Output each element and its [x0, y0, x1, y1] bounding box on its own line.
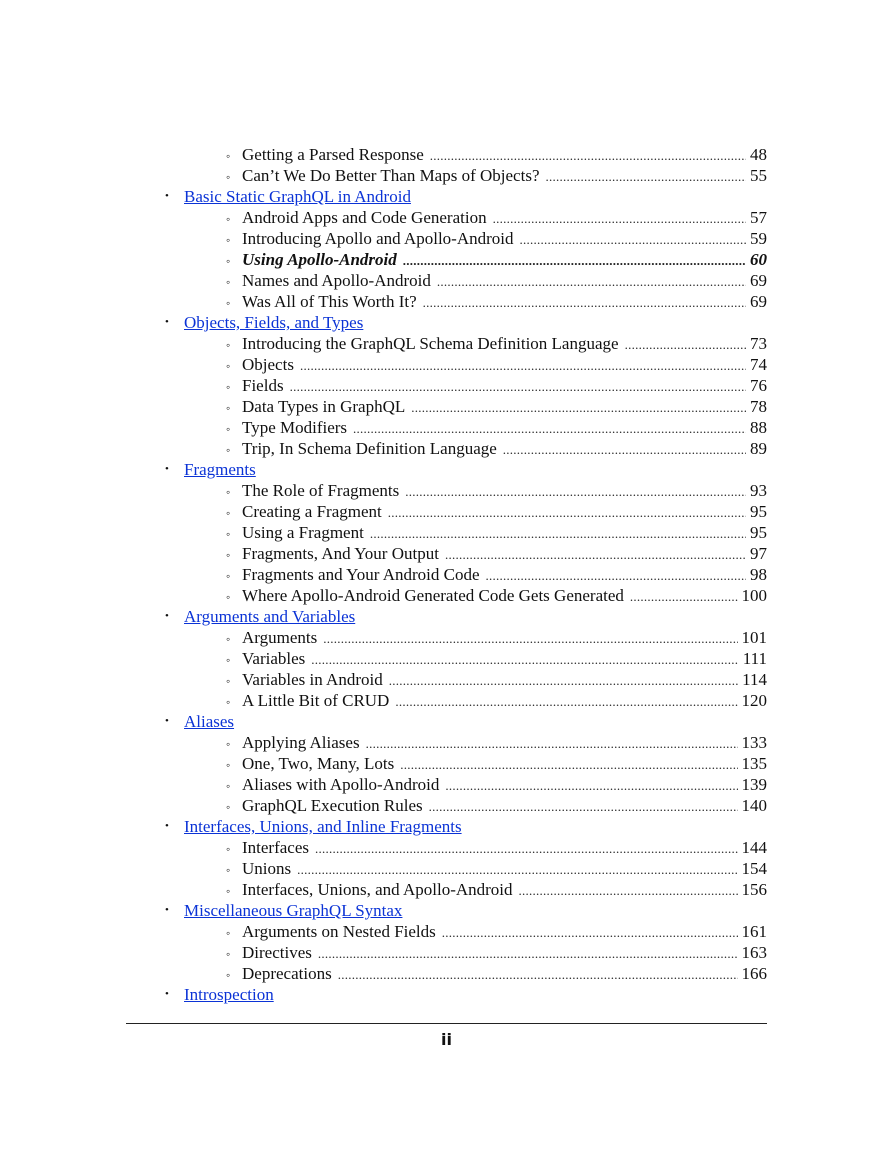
- circle-bullet-icon: ◦: [226, 527, 231, 541]
- section-page-number: 161: [741, 922, 767, 941]
- section-title[interactable]: Names and Apollo-Android: [242, 271, 431, 290]
- toc-section-row: [0, 753, 893, 774]
- dot-leader: [297, 859, 737, 880]
- circle-bullet-icon: ◦: [226, 275, 231, 289]
- dot-leader: [493, 208, 746, 229]
- section-title[interactable]: Using Apollo-Android: [242, 250, 397, 269]
- bullet-icon: •: [165, 316, 169, 328]
- section-title[interactable]: Aliases with Apollo-Android: [242, 775, 440, 794]
- section-title[interactable]: Using a Fragment: [242, 523, 364, 542]
- section-page-number: 139: [741, 775, 767, 794]
- section-title[interactable]: Applying Aliases: [242, 733, 360, 752]
- dot-leader: [405, 481, 746, 502]
- toc-section-row: [0, 963, 893, 984]
- section-page-number: 135: [741, 754, 767, 773]
- circle-bullet-icon: ◦: [226, 338, 231, 352]
- circle-bullet-icon: ◦: [226, 800, 231, 814]
- toc-chapter-row: [0, 711, 893, 732]
- circle-bullet-icon: ◦: [226, 569, 231, 583]
- circle-bullet-icon: ◦: [226, 968, 231, 982]
- bullet-icon: •: [165, 715, 169, 727]
- dot-leader: [353, 418, 746, 439]
- circle-bullet-icon: ◦: [226, 632, 231, 646]
- toc-section[interactable]: [226, 501, 767, 524]
- chapter-link[interactable]: Fragments: [184, 460, 256, 479]
- section-page-number: 101: [741, 628, 767, 647]
- toc-section[interactable]: [226, 774, 767, 797]
- section-page-number: 133: [741, 733, 767, 752]
- dot-leader: [389, 670, 738, 691]
- section-title[interactable]: Unions: [242, 859, 292, 878]
- toc-section-row: [0, 669, 893, 690]
- circle-bullet-icon: ◦: [226, 296, 231, 310]
- toc-section[interactable]: [226, 648, 767, 671]
- section-title[interactable]: Variables: [242, 649, 306, 668]
- toc-section-row: [0, 837, 893, 858]
- toc-section-row: [0, 396, 893, 417]
- toc-section-row: [0, 144, 893, 165]
- circle-bullet-icon: ◦: [226, 149, 231, 163]
- section-title[interactable]: Introducing Apollo and Apollo-Android: [242, 229, 514, 248]
- section-page-number: 111: [742, 649, 767, 668]
- bullet-icon: •: [165, 610, 169, 622]
- dot-leader: [395, 691, 737, 712]
- toc-section-row: [0, 165, 893, 186]
- dot-leader: [445, 544, 746, 565]
- section-title[interactable]: Getting a Parsed Response: [242, 145, 424, 164]
- toc-section[interactable]: [226, 963, 767, 986]
- dot-leader: [445, 775, 737, 796]
- dot-leader: [519, 880, 738, 901]
- toc-section[interactable]: [226, 270, 767, 293]
- toc-section-row: [0, 354, 893, 375]
- toc-section-row: [0, 438, 893, 459]
- dot-leader: [423, 292, 746, 313]
- section-title[interactable]: Fragments, And Your Output: [242, 544, 439, 563]
- bullet-icon: •: [165, 820, 169, 832]
- section-page-number: 55: [750, 166, 767, 185]
- section-page-number: 97: [750, 544, 767, 563]
- toc-section-row: [0, 648, 893, 669]
- toc-section-row: [0, 732, 893, 753]
- toc-section[interactable]: [226, 879, 767, 902]
- section-page-number: 76: [750, 376, 767, 395]
- toc-chapter-row: [0, 459, 893, 480]
- section-title[interactable]: Fragments and Your Android Code: [242, 565, 480, 584]
- toc-section[interactable]: [226, 585, 767, 608]
- dot-leader: [503, 439, 746, 460]
- bullet-icon: •: [165, 190, 169, 202]
- dot-leader: [430, 145, 746, 166]
- toc-section-row: [0, 585, 893, 606]
- dot-leader: [311, 649, 738, 670]
- section-page-number: 60: [750, 250, 767, 269]
- toc-section-row: [0, 543, 893, 564]
- chapter-link[interactable]: Objects, Fields, and Types: [184, 313, 364, 332]
- section-page-number: 73: [750, 334, 767, 353]
- circle-bullet-icon: ◦: [226, 212, 231, 226]
- section-title[interactable]: Arguments: [242, 628, 318, 647]
- circle-bullet-icon: ◦: [226, 737, 231, 751]
- toc-section-row: [0, 627, 893, 648]
- circle-bullet-icon: ◦: [226, 380, 231, 394]
- toc-section-row: [0, 564, 893, 585]
- circle-bullet-icon: ◦: [226, 401, 231, 415]
- toc-section[interactable]: [226, 921, 767, 944]
- toc-section-row: [0, 480, 893, 501]
- circle-bullet-icon: ◦: [226, 842, 231, 856]
- section-page-number: 69: [750, 292, 767, 311]
- chapter-link[interactable]: Arguments and Variables: [184, 607, 356, 626]
- toc-section-row: [0, 858, 893, 879]
- toc-section[interactable]: [226, 417, 767, 440]
- dot-leader: [366, 733, 738, 754]
- toc-section[interactable]: [226, 354, 767, 377]
- table-of-contents: [0, 144, 893, 1005]
- circle-bullet-icon: ◦: [226, 506, 231, 520]
- toc-section-row: [0, 375, 893, 396]
- dot-leader: [411, 397, 746, 418]
- section-title[interactable]: Deprecations: [242, 964, 332, 983]
- circle-bullet-icon: ◦: [226, 359, 231, 373]
- section-page-number: 89: [750, 439, 767, 458]
- dot-leader: [630, 586, 738, 607]
- toc-section[interactable]: [226, 144, 767, 167]
- toc-chapter-row: [0, 312, 893, 333]
- toc-section[interactable]: [226, 669, 767, 692]
- toc-section-row: [0, 291, 893, 312]
- dot-leader: [545, 166, 746, 187]
- section-title[interactable]: GraphQL Execution Rules: [242, 796, 423, 815]
- circle-bullet-icon: ◦: [226, 884, 231, 898]
- section-page-number: 57: [750, 208, 767, 227]
- toc-section[interactable]: [226, 690, 767, 713]
- circle-bullet-icon: ◦: [226, 422, 231, 436]
- toc-section[interactable]: [226, 396, 767, 419]
- toc-section[interactable]: [226, 837, 767, 860]
- bullet-icon: •: [165, 904, 169, 916]
- toc-chapter-row: [0, 186, 893, 207]
- toc-section[interactable]: [226, 858, 767, 881]
- toc-section[interactable]: [226, 942, 767, 965]
- toc-section-row: [0, 207, 893, 228]
- section-page-number: 98: [750, 565, 767, 584]
- section-title[interactable]: Arguments on Nested Fields: [242, 922, 436, 941]
- section-title[interactable]: Interfaces, Unions, and Apollo-Android: [242, 880, 513, 899]
- circle-bullet-icon: ◦: [226, 254, 231, 268]
- toc-section[interactable]: [226, 753, 767, 776]
- bullet-icon: •: [165, 988, 169, 1000]
- section-title[interactable]: Data Types in GraphQL: [242, 397, 406, 416]
- section-title[interactable]: Interfaces: [242, 838, 310, 857]
- footer-divider: [126, 1023, 767, 1024]
- chapter-link[interactable]: Miscellaneous GraphQL Syntax: [184, 901, 403, 920]
- toc-section[interactable]: [226, 207, 767, 230]
- section-page-number: 114: [742, 670, 767, 689]
- toc-section-row: [0, 942, 893, 963]
- toc-section-row: [0, 690, 893, 711]
- toc-section[interactable]: [226, 795, 767, 818]
- dot-leader: [486, 565, 746, 586]
- dot-leader: [315, 838, 737, 859]
- dot-leader: [388, 502, 746, 523]
- toc-section[interactable]: [226, 228, 767, 251]
- section-title[interactable]: Type Modifiers: [242, 418, 348, 437]
- chapter-link[interactable]: Introspection: [184, 985, 274, 1004]
- circle-bullet-icon: ◦: [226, 863, 231, 877]
- circle-bullet-icon: ◦: [226, 485, 231, 499]
- dot-leader: [290, 376, 746, 397]
- dot-leader: [625, 334, 746, 355]
- section-page-number: 95: [750, 502, 767, 521]
- section-page-number: 144: [741, 838, 767, 857]
- toc-section[interactable]: [226, 564, 767, 587]
- dot-leader: [318, 943, 738, 964]
- toc-chapter-row: [0, 816, 893, 837]
- section-title[interactable]: Introducing the GraphQL Schema Definition Language: [242, 334, 619, 353]
- toc-section[interactable]: [226, 543, 767, 566]
- dot-leader: [370, 523, 746, 544]
- section-page-number: 156: [741, 880, 767, 899]
- section-page-number: 88: [750, 418, 767, 437]
- dot-leader: [520, 229, 746, 250]
- section-title[interactable]: Fields: [242, 376, 284, 395]
- section-title[interactable]: Creating a Fragment: [242, 502, 382, 521]
- circle-bullet-icon: ◦: [226, 653, 231, 667]
- dot-leader: [437, 271, 746, 292]
- toc-section-row: [0, 522, 893, 543]
- toc-chapter-row: [0, 900, 893, 921]
- section-title[interactable]: Where Apollo-Android Generated Code Gets Generated: [242, 586, 624, 605]
- dot-leader: [403, 250, 746, 271]
- circle-bullet-icon: ◦: [226, 674, 231, 688]
- section-page-number: 93: [750, 481, 767, 500]
- dot-leader: [429, 796, 738, 817]
- section-title[interactable]: The Role of Fragments: [242, 481, 400, 500]
- circle-bullet-icon: ◦: [226, 170, 231, 184]
- section-title[interactable]: A Little Bit of CRUD: [242, 691, 390, 710]
- dot-leader: [300, 355, 746, 376]
- section-title[interactable]: Variables in Android: [242, 670, 383, 689]
- section-page-number: 59: [750, 229, 767, 248]
- toc-section-row: [0, 921, 893, 942]
- toc-section[interactable]: [226, 438, 767, 461]
- bullet-icon: •: [165, 463, 169, 475]
- section-title[interactable]: Objects: [242, 355, 294, 374]
- section-title[interactable]: Can’t We Do Better Than Maps of Objects?: [242, 166, 540, 185]
- toc-section[interactable]: [226, 627, 767, 650]
- circle-bullet-icon: ◦: [226, 695, 231, 709]
- circle-bullet-icon: ◦: [226, 947, 231, 961]
- toc-section-row: [0, 228, 893, 249]
- toc-chapter-row: [0, 984, 893, 1005]
- section-page-number: 95: [750, 523, 767, 542]
- toc-section[interactable]: [226, 291, 767, 314]
- circle-bullet-icon: ◦: [226, 779, 231, 793]
- section-page-number: 78: [750, 397, 767, 416]
- toc-section-row: [0, 333, 893, 354]
- circle-bullet-icon: ◦: [226, 548, 231, 562]
- toc-section[interactable]: [226, 333, 767, 356]
- toc-section[interactable]: [226, 522, 767, 545]
- section-title[interactable]: Trip, In Schema Definition Language: [242, 439, 497, 458]
- toc-chapter-row: [0, 606, 893, 627]
- dot-leader: [442, 922, 738, 943]
- dot-leader: [400, 754, 737, 775]
- toc-section-row: [0, 774, 893, 795]
- chapter-link[interactable]: Interfaces, Unions, and Inline Fragments: [184, 817, 462, 836]
- toc-section[interactable]: [226, 732, 767, 755]
- chapter-link[interactable]: Aliases: [184, 712, 235, 731]
- circle-bullet-icon: ◦: [226, 443, 231, 457]
- section-page-number: 166: [741, 964, 767, 983]
- section-page-number: 74: [750, 355, 767, 374]
- section-page-number: 100: [741, 586, 767, 605]
- section-page-number: 163: [741, 943, 767, 962]
- circle-bullet-icon: ◦: [226, 926, 231, 940]
- toc-section-row: [0, 417, 893, 438]
- section-title[interactable]: Directives: [242, 943, 312, 962]
- section-title[interactable]: Was All of This Worth It?: [242, 292, 417, 311]
- toc-section-row: [0, 249, 893, 270]
- toc-section-current[interactable]: [226, 249, 767, 272]
- section-title[interactable]: One, Two, Many, Lots: [242, 754, 395, 773]
- section-page-number: 154: [741, 859, 767, 878]
- circle-bullet-icon: ◦: [226, 233, 231, 247]
- circle-bullet-icon: ◦: [226, 590, 231, 604]
- toc-section[interactable]: [226, 480, 767, 503]
- toc-section-row: [0, 270, 893, 291]
- section-page-number: 69: [750, 271, 767, 290]
- toc-section[interactable]: [226, 165, 767, 188]
- section-page-number: 120: [741, 691, 767, 710]
- toc-section-row: [0, 795, 893, 816]
- toc-section-row: [0, 501, 893, 522]
- circle-bullet-icon: ◦: [226, 758, 231, 772]
- toc-section-row: [0, 879, 893, 900]
- section-page-number: 48: [750, 145, 767, 164]
- toc-section[interactable]: [226, 375, 767, 398]
- section-title[interactable]: Android Apps and Code Generation: [242, 208, 487, 227]
- dot-leader: [338, 964, 738, 985]
- page-number: ii: [441, 1030, 452, 1049]
- section-page-number: 140: [741, 796, 767, 815]
- dot-leader: [323, 628, 737, 649]
- chapter-link[interactable]: Basic Static GraphQL in Android: [184, 187, 411, 206]
